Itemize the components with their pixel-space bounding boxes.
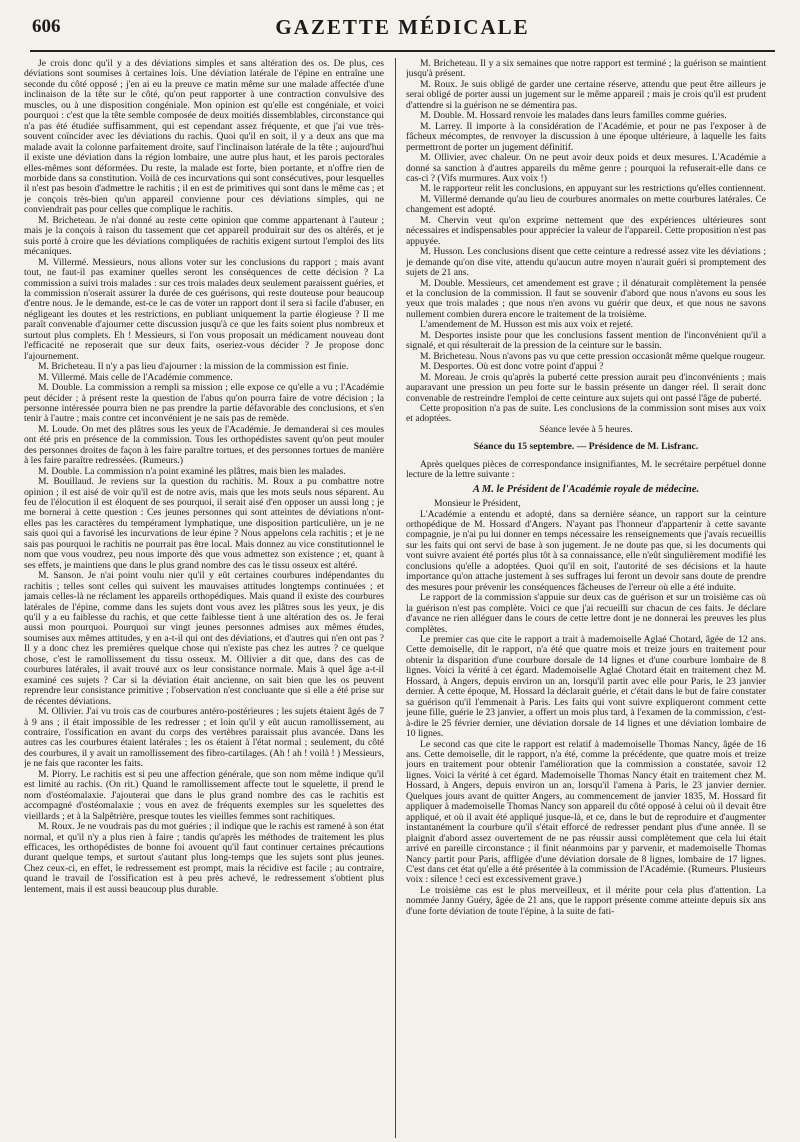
paragraph: Après quelques pièces de correspondance insignifiantes, M. le secrétaire perpétuel donne lecture de la lettre suivante :	[406, 458, 766, 481]
paragraph: M. Villermé. Messieurs, nous allons voter sur les conclusions du rapport ; mais avant tout, ne faut-il pas examiner quelles seront les conséquences de cette décision ? La commission a suivi trois malades : sur ces trois malades deux seulement paraissent guéries, et la commission n'oserait assurer la durée de ces guérisons, qui reste douteuse pour beaucoup d'entre nous. Je le demande, est-ce le cas de voter un rapport dont il sera si facile d'abuser, en négligeant les doutes et les restrictions, en publiant uniquement la partie élogieuse ? Il me paraît convenable d'ajourner cette discussion jusqu'à ce que les faits soient plus nombreux et surtout plus complets. Eh ! Messieurs, si l'on vous proposait un médicament nouveau dont l'efficacité ne reposerait que sur deux faits, oseriez-vous décider ? Je propose donc l'ajournement.	[24, 256, 384, 362]
paragraph: M. Piorry. Le rachitis est si peu une affection générale, que son nom même indique qu'il est limité au rachis. (On rit.) Quand le ramollissement affecte tout le squelette, il prend le nom d'ostéomalaxie. J'ajouterai que dans le plus grand nombre des cas le rachitis est accompagné d'ostéomalaxie ; vous en avez de fréquents exemples sur les squelettes des vieillards ; et à la Salpêtrière, presque toutes les vieilles femmes sont rachitiques.	[24, 768, 384, 822]
paragraph: Le second cas que cite le rapport est relatif à mademoiselle Thomas Nancy, âgée de 16 ans. Cette demoiselle, dit le rapport, n'a été, comme la précédente, que quatre mois et treize jours en traitement pour obtenir l'amélioration que la commission a constatée, savoir 12 lignes. Voici la vérité à cet égard. Mademoiselle Thomas Nancy était en traitement chez M. Hossard, à Angers, depuis environ un an, lorsqu'il l'amena à Paris, le 23 janvier dernier. Quelques jours avant de quitter Angers, au commencement de janvier 1835, M. Hossard fit appliquer à mademoiselle Thomas Nancy son appareil du côté opposé à celui où il devait être appliqué, et où il avait été appliqué jusque-là, et ce, dans le but de reproduire et d'augmenter instantanément la courbure qu'il s'était efforcé de redresser pendant plus d'une année. Il se plaignit d'abord assez ouvertement de ne pas réussir aussi complètement que cela lui était arrivé en pareille circonstance ; il finit néanmoins par y parvenir, et mademoiselle Thomas Nancy partit pour Paris, affligée d'une déviation dorsale de 8 lignes, lombaire de 17 lignes. C'est dans cet état qu'elle a été présentée à la commission de l'Académie. (Rumeurs. Plusieurs voix : silence ! ceci est excessivement grave.)	[406, 738, 766, 886]
paragraph: M. Sanson. Je n'ai point voulu nier qu'il y eût certaines courbures indépendantes du rachitis ; telles sont celles qui suivent les mauvaises attitudes longtemps continuées ; et jamais celles-là ne réclament les appareils orthopédiques. Mais quand il existe des courbures latérales de l'épine, comme dans les sujets dont vous avez les plâtres sous les yeux, je dis qu'il y a eu faiblesse du rachis, et que cette faiblesse tient à une altération des os. Je ferai aussi mon pourquoi. Pourquoi sur vingt jeunes personnes admises aux mêmes études, soumises aux mêmes attitudes, y en a-t-il qui ont des déviations, et d'autres qui n'en ont pas ? Il y a donc chez les premières quelque chose qui n'existe pas chez les autres ? ce quelque chose, c'est le ramollissement du tissu osseux. M. Ollivier a dit que, dans des cas de courbures latérales, il avait trouvé aux os leur consistance normale. Mais à quel âge a-t-il examiné ces sujets ? Car si la déviation était ancienne, on sait bien que les os peuvent reprendre leur consistance primitive ; l'observation n'est concluante que si elle a été prise sur de récentes déviations.	[24, 570, 384, 707]
paragraph: Le troisième cas est le plus merveilleux, et il mérite pour cela plus d'attention. La nommée Janny Guéry, âgée de 21 ans, que le rapport présente comme atteinte depuis six ans d'une forte déviation de toute l'épine, à la suite de fati-	[406, 884, 766, 917]
paragraph: M. Loude. On met des plâtres sous les yeux de l'Académie. Je demanderai si ces moules ont été pris en présence de la commission. Tous les orthopédistes savent qu'on peut mouler des personnes droites de façon à les faire paraître tortues, et des personnes tortues de manière à les faire paraître redressées. (Rumeurs.)	[24, 423, 384, 467]
salutation: Monsieur le Président,	[434, 498, 521, 510]
paragraph: M. Ollivier. J'ai vu trois cas de courbures antéro-postérieures ; les sujets étaient âgés de 7 à 9 ans ; il était impossible de les redresser ; et loin qu'il y eût aucun ramollissement, au contraire, l'ossification en avant du corps des vertèbres paraissait plus avancée. Dans les autres cas les courbures étaient latérales ; les os étaient à l'état normal ; seulement, du côté des courbures, il y avait un ramollissement des fibro-cartilages. (Ah ! ah ! voilà ! ) Messieurs, je ne fais que raconter les faits.	[24, 706, 384, 770]
paragraph: M. le rapporteur relit les conclusions, en appuyant sur les restrictions qu'elles contiennent.	[420, 183, 766, 195]
paragraph: M. Bricheteau. Il y a six semaines que notre rapport est terminé ; la guérison se maintient jusqu'à présent.	[406, 59, 766, 80]
paragraph: M. Villermé. Mais celle de l'Académie commence.	[38, 371, 233, 383]
letter-heading: A M. le Président de l'Académie royale de médecine.	[472, 483, 700, 495]
paragraph: M. Desportes. Où est donc votre point d'appui ?	[420, 361, 604, 373]
paragraph: Cette proposition n'a pas de suite. Les conclusions de la commission sont mises aux voix et adoptées.	[406, 402, 766, 425]
paragraph: M. Moreau. Je crois qu'après la puberté cette pression aurait peu d'inconvénients ; mais auparavant une pression un peu forte sur le bassin présente un danger réel. Il serait donc convenable de restreindre l'emploi de cette ceinture aux sujets qui ont passé l'âge de puberté.	[406, 371, 766, 404]
paragraph: M. Husson. Les conclusions disent que cette ceinture a redressé assez vite les déviations ; je demande qu'on dise vite, attendu qu'aucun autre moyen n'aurait guéri si promptement des sujets de 21 ans.	[406, 246, 766, 279]
paragraph: M. Bricheteau. Il n'y a pas lieu d'ajourner : la mission de la commission est finie.	[38, 361, 349, 373]
page-number: 606	[32, 16, 61, 37]
right-column	[406, 59, 766, 1137]
session-closing: Séance levée à 5 heures.	[539, 423, 633, 435]
paragraph: M. Bricheteau. Nous n'avons pas vu que cette pression occasionât même quelque rougeur.	[420, 350, 766, 362]
paragraph: M. Bricheteau. Je n'ai donné au reste cette opinion que comme appartenant à l'auteur ; mais je la conçois à raison du tassement que cet appareil produirait sur des os altérés, et je suis porté à croire que les déviations compliquées de rachitis exigent surtout l'emploi des lits mécaniques.	[24, 214, 384, 258]
page-header	[30, 14, 775, 52]
paragraph: M. Roux. Je suis obligé de garder une certaine réserve, attendu que peut être ailleurs je serai obligé de porter aussi un jugement sur le même appareil ; mais je crois qu'il est prudent d'attendre si la guérison ne se démentira pas.	[406, 78, 766, 111]
paragraph: M. Bouillaud. Je reviens sur la question du rachitis. M. Roux a pu combattre notre opinion ; il est aisé de voir qu'il est de notre avis, mais que les mots seuls nous séparent. Au feu de l'élocution il est éloquent de ses pourquoi, il serait aisé d'en opposer un aussi long ; je me bornerai à cette question : Ces jeunes personnes qui sont atteintes de déviations n'ont-elles pas les caractères du tempérament lymphatique, une disposition particulière, un je ne sais quoi qui a favorisé les incurvations de leur épine ? Nous appelons cela rachitis ; et je ne sais pas pourquoi le rachitis ne pourrait pas être local. Mais donnez au vice constitutionnel le nom que vous voudrez, peu nous importe dès que vous admettez son existence ; et, quant à ses effets, je maintiens que dans le plus grand nombre des cas le tissu osseux est altéré.	[24, 476, 384, 571]
left-column	[24, 59, 384, 1137]
column-divider	[395, 58, 396, 1138]
paragraph: M. Villermé demande qu'au lieu de courbures anormales on mette courbures latérales. Ce changement est adopté.	[406, 193, 766, 216]
paragraph: M. Larrey. Il importe à la considération de l'Académie, et pour ne pas l'exposer à de fâcheux mécomptes, de renvoyer la discussion à une époque ultérieure, à laquelle les faits permettront de porter un jugement définitif.	[406, 120, 766, 153]
journal-title: GAZETTE MÉDICALE	[275, 15, 530, 39]
paragraph: M. Roux. Je ne voudrais pas du mot guéries ; il indique que le rachis est ramené à son état normal, et qu'il n'y a plus rien à faire ; tandis qu'après les méthodes de traitement les plus efficaces, les orthopédistes de bonne foi avouent qu'il faut continuer certaines précautions durant quelque temps, et surtout s'autant plus long-temps que les sujets sont plus jeunes. Chez ceux-ci, en effet, le redressement est prompt, mais la récidive est facile ; au contraire, quand le travail de l'ossification est à peu près achevé, le redressement s'obtient plus lentement, mais il est aussi beaucoup plus durable.	[24, 821, 384, 895]
paragraph: L'Académie a entendu et adopté, dans sa dernière séance, un rapport sur la ceinture orthopédique de M. Hossard d'Angers. N'ayant pas l'honneur d'appartenir à cette savante compagnie, je n'ai pu lui donner en temps nécessaire les renseignements que j'avais recueillis sur les faits qui ont servi de base à son jugement. Je ne doute pas que, si les documents qui vont suivre avaient été portés plus tôt à sa connaissance, elle n'eût singulièrement modifié les conclusions qu'elle a adoptées. Quoi qu'il en soit, l'autorité de ses décisions et la haute importance qu'on attache justement à ses suffrages lui feront un devoir sans doute de prendre des mesures pour prévenir les conséquences fâcheuses de l'erreur où elle a été induite.	[406, 508, 766, 593]
paragraph: Je crois donc qu'il y a des déviations simples et sans altération des os. De plus, ces déviations sont soumises à certaines lois. Une déviation latérale de l'épine en entraîne une seconde du côté opposé ; j'en ai eu la preuve ce matin même sur une malade affectée d'une inclinaison de la tête sur le côté, qu'on peut rapporter à une contraction convulsive des muscles, ou à une disposition congéniale. Mon opinion est qu'elle est congéniale, et voici pourquoi : c'est que la tête semble composée de deux moitiés dissemblables, circonstance qui n'a pas été étudiée suffisamment, qui est cependant assez fréquente, et que j'ai vue très-souvent coïncider avec les déviations du rachis. Quoi qu'il en soit, il y a deux ans que ma malade avait la colonne parfaitement droite, sauf l'inclinaison latérale de la tête ; aujourd'hui il existe une déviation dans la région lombaire, une autre plus haut, et les parois pectorales elles-mêmes sont déformées. Du reste, la malade est forte, bien portante, et n'offre rien de morbide dans sa constitution. Voilà de ces incurvations qui sont consécutives, pour lesquelles il n'est pas besoin d'admettre le rachitis ; il en est de primitives qui sont dans le même cas ; et je conçois très-bien qu'un appareil convienne pour ces déviations simples, qui ne conviendrait pas pour celles que complique le rachitis.	[24, 59, 384, 216]
paragraph: M. Desportes insiste pour que les conclusions fassent mention de l'inconvénient qu'il a signalé, et qui résulterait de la pression de la ceinture sur le bassin.	[406, 329, 766, 352]
paragraph: Le premier cas que cite le rapport a trait à mademoiselle Aglaé Chotard, âgée de 12 ans. Cette demoiselle, dit le rapport, n'a été que quatre mois et treize jours en traitement pour obtenir la disparition d'une courbure dorsale de 14 lignes et d'une courbure lombaire de 8 lignes. Voici la vérité à cet égard. Mademoiselle Aglaé Chotard était en traitement chez M. Hossard, à Angers, depuis environ un an, lorsqu'il partit avec elle pour Paris, le 23 janvier dernier. À cette époque, M. Hossard la déclarait guérie, et c'était dans le but de faire constater sa guérison qu'il l'emmenait à Paris. Les faits qui vont suivre expliqueront comment cette jeune fille, guérie le 23 janvier, a offert un mois plus tard, à l'examen de la commission, c'est-à-dire le 25 février dernier, une déviation dorsale de 14 lignes et une déviation lombaire de 10 lignes.	[406, 634, 766, 740]
session-heading: Séance du 15 septembre. — Présidence de M. Lisfranc.	[473, 441, 699, 453]
paragraph: M. Double. Messieurs, cet amendement est grave ; il dénaturait complètement la pensée et la conclusion de la commission. Il faut se souvenir d'abord que nous n'avons eu sous les yeux que trois malades ; que nous n'en avons vu guérir que deux, et que nous ne savons nullement combien durera encore le traitement de la troisième.	[406, 277, 766, 320]
paragraph: M. Chervin veut qu'on exprime nettement que des expériences ultérieures sont nécessaires et indispensables pour apprécier la valeur de l'appareil. Cette proposition n'est pas appuyée.	[406, 214, 766, 247]
paragraph: L'amendement de M. Husson est mis aux voix et rejeté.	[420, 319, 634, 331]
paragraph: Le rapport de la commission s'appuie sur deux cas de guérison et sur un troisième cas où la guérison n'est pas complète. Voici ce que j'ai recueilli sur chacun de ces faits. Je déclare d'avance ne rien alléguer dans le cours de cette lettre dont je ne donnerai les preuves les plus complètes.	[406, 592, 766, 635]
paragraph: M. Double. La commission n'a point examiné les plâtres, mais bien les malades.	[38, 465, 346, 477]
paragraph: M. Double. La commission a rempli sa mission ; elle expose ce qu'elle a vu ; l'Académie peut décider ; à présent reste la question de l'abus qu'on pourra faire de votre décision ; la personne intéressée pourra bien ne pas prendre la partie défavorable des conclusions, et s'en tenir à l'autre ; mais contre cet inconvénient je ne sais pas de remède.	[24, 382, 384, 425]
paragraph: M. Ollivier, avec chaleur. On ne peut avoir deux poids et deux mesures. L'Académie a donné sa sanction à d'autres appareils du même genre ; pourquoi la refuserait-elle dans ce cas-ci ? (Vifs murmures. Aux voix !)	[406, 152, 766, 184]
paragraph: M. Double. M. Hossard renvoie les malades dans leurs familles comme guéries.	[420, 110, 727, 122]
